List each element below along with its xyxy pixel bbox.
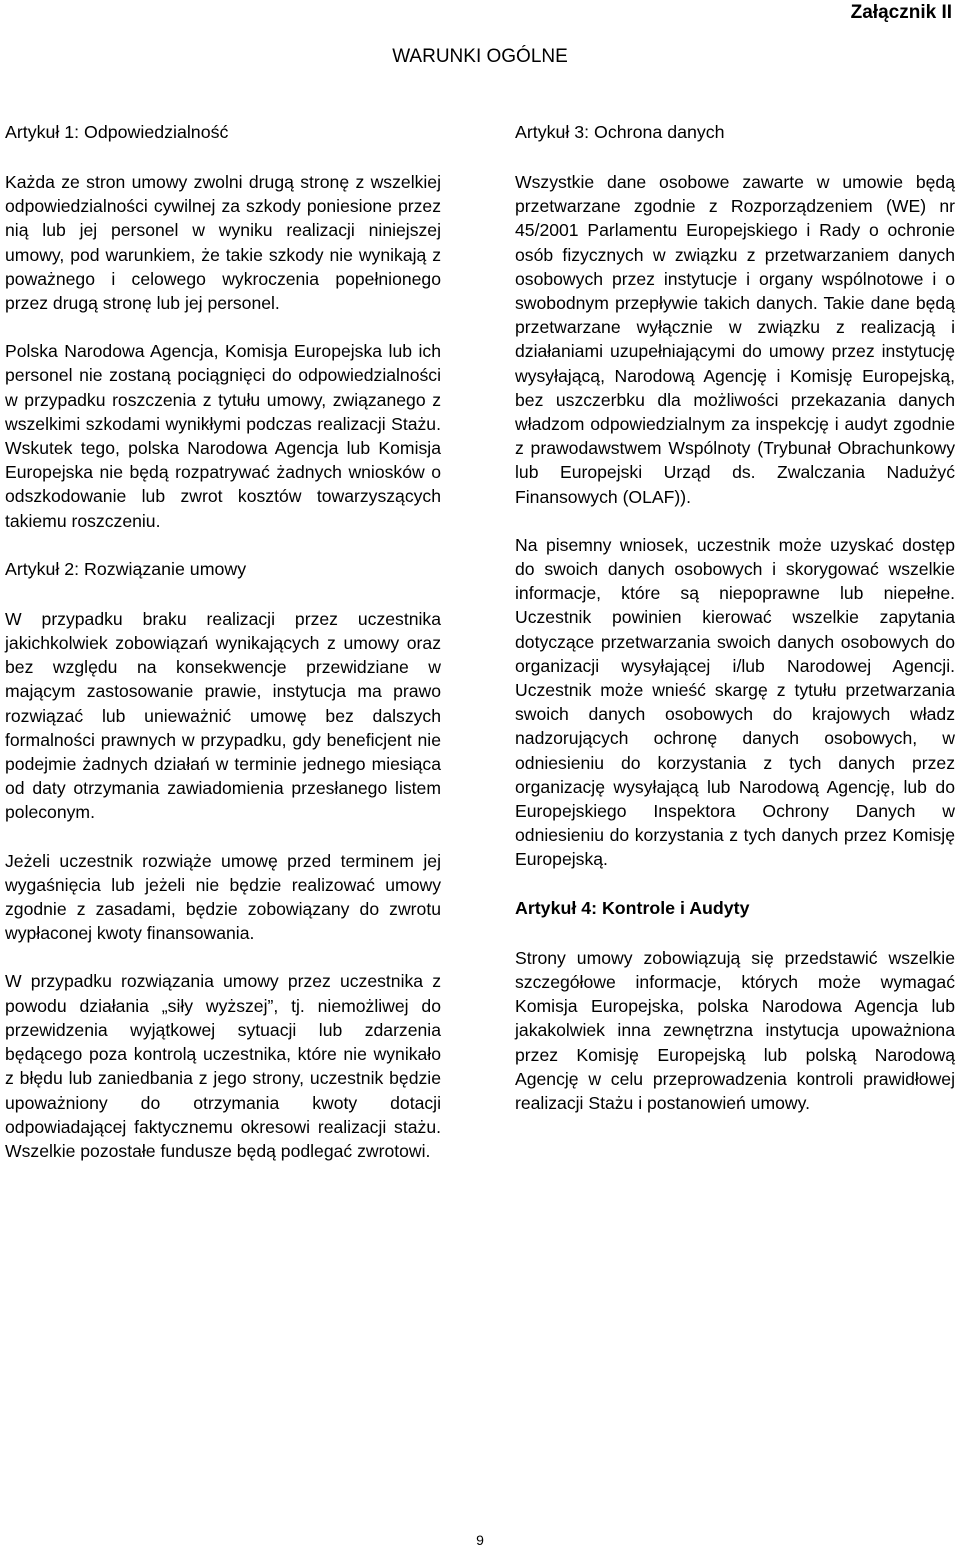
article-3-paragraph-2: Na pisemny wniosek, uczestnik może uzyskać dostęp do swoich danych osobowych i skorygować wszelkie informacje, które są niepoprawne lub niepełne. Uczestnik powinien kierować wszelkie zapytania dotyczące przetwarzania swoich danych osobowych do organizacji wysyłającej i/lub Narodowej Agencji. Uczestnik może wnieść skargę z tytułu przetwarzania swoich danych osobowych do krajowych władz nadzorujących ochronę danych osobowych, w odniesieniu do korzystania z tych danych przez organizację wysyłającą lub Narodową Agencję, lub do Europejskiego Inspektora Ochrony Danych w odniesieniu do korzystania z tych danych przez Komisję Europejską. [515,534,955,870]
article-4-paragraph-1: Strony umowy zobowiązują się przedstawić wszelkie szczegółowe informacje, których może wymagać Komisja Europejska, polska Narodowa Agencja lub jakakolwiek inna zewnętrzna instytucja upoważniona przez Komisję Europejską lub polską Narodową Agencję w celu przeprowadzenia kontroli prawidłowej realizacji Stażu i postanowień umowy. [515,947,955,1113]
article-2-heading: Artykuł 2: Rozwiązanie umowy [5,558,247,579]
article-4 [515,896,955,1115]
article-3-heading: Artykuł 3: Ochrona danych [515,122,725,142]
right-column [515,120,955,1139]
article-1-heading: Artykuł 1: Odpowiedzialność [5,122,229,142]
article-4-heading: Artykuł 4: Kontrole i Audyty [515,897,750,918]
article-1-paragraph-1: Każda ze stron umowy zwolni drugą stronę z wszelkiej odpowiedzialności cywilnej za szkody poniesione przez nią lub jej personel w wyniku realizacji niniejszej umowy, pod warunkiem, że takie szkody nie wynikają z poważnego i celowego wykroczenia popełnionego przez drugą stronę lub jej personel. [5,172,441,314]
article-2-paragraph-1: W przypadku braku realizacji przez uczestnika jakichkolwiek zobowiązań wynikających z umowy oraz bez względu na konsekwencje przewidziane w mającym zastosowanie prawie, instytucja ma prawo rozwiązać lub unieważnić umowę bez dalszych formalności prawnych w przypadku, gdy beneficjent nie podejmie żadnych działań w terminie jednego miesiąca od daty otrzymania zawiadomienia przesłanego listem poleconym. [5,608,441,823]
page-number: 9 [476,1532,484,1548]
document-title: WARUNKI OGÓLNE [392,46,568,67]
article-3 [515,120,955,872]
annex-label: Załącznik II [850,2,952,23]
article-2-paragraph-2: Jeżeli uczestnik rozwiąże umowę przed terminem jej wygaśnięcia lub jeżeli nie będzie realizować umowy zgodnie z zasadami, będzie zobowiązany do zwrotu wypłaconej kwoty finansowania. [5,850,441,944]
article-2-paragraph-3: W przypadku rozwiązania umowy przez uczestnika z powodu działania „siły wyższej”, tj. niemożliwej do przewidzenia wyjątkowej sytuacji lub zdarzenia będącego poza kontrolą uczestnika, które nie wynikało z błędu lub zaniedbania z jego strony, uczestnik będzie upoważniony do otrzymania kwoty dotacji odpowiadającej faktycznemu okresowi realizacji stażu. Wszelkie pozostałe fundusze będą podlegać zwrotowi. [5,971,441,1161]
article-1-paragraph-2: Polska Narodowa Agencja, Komisja Europejska lub ich personel nie zostaną pociągnięci do odpowiedzialności w przypadku roszczenia z tytułu umowy, związanego z wszelkimi szkodami wynikłymi podczas realizacji Stażu. Wskutek tego, polska Narodowa Agencja lub Komisja Europejska nie będą rozpatrywać żadnych wniosków o odszkodowanie lub zwrot kosztów towarzyszących takiemu roszczeniu. [5,341,441,531]
left-column [5,120,441,1187]
article-3-paragraph-1: Wszystkie dane osobowe zawarte w umowie będą przetwarzane zgodnie z Rozporządzeniem (WE) nr 45/2001 Parlamentu Europejskiego i Rady o ochronie osób fizycznych w związku z przetwarzaniem danych osobowych przez instytucje i organy wspólnotowe i o swobodnym przepływie takich danych. Takie dane będą przetwarzane wyłącznie w związku z realizacją i działaniami uzupełniającymi do umowy przez instytucję wysyłającą, Narodową Agencję i Komisję Europejską, bez uszczerbku dla możliwości przekazania danych władzom odpowiedzialnym za inspekcję i audyt zgodnie z prawodawstwem Wspólnoty (Trybunał Obrachunkowy lub Europejski Urząd ds. Zwalczania Nadużyć Finansowych (OLAF)). [515,172,955,507]
article-2 [5,557,441,1163]
article-1 [5,120,441,533]
